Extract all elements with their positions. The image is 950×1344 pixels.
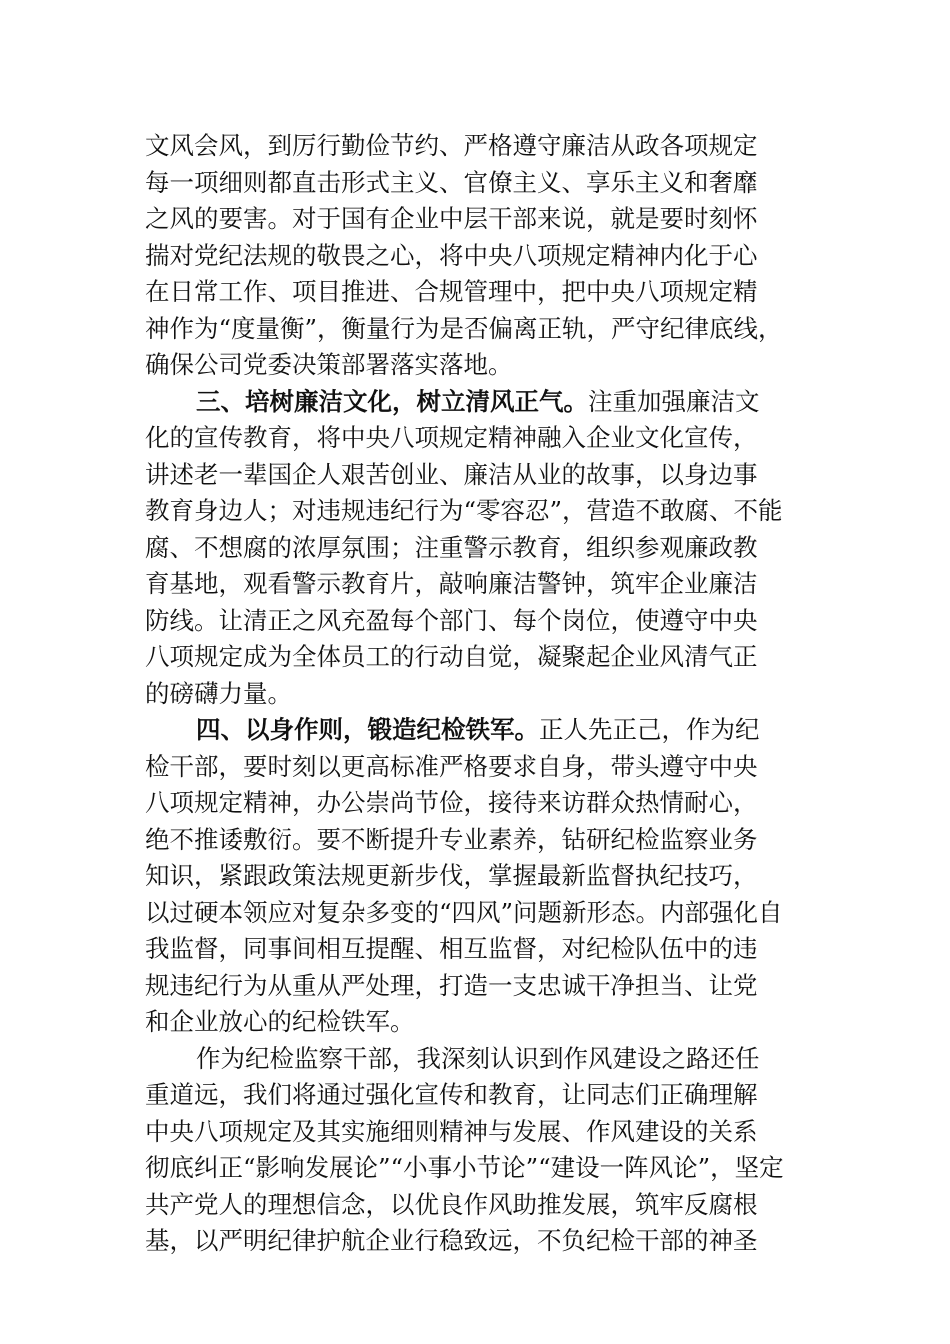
- text-line: 神作为“度量衡”，衡量行为是否偏离正轨，严守纪律底线，: [145, 313, 783, 343]
- text-line: 八项规定精神，办公崇尚节俭，接待来访群众热情耐心，: [145, 788, 758, 817]
- text-line: 我监督，同事间相互提醒、相互监督，对纪检队伍中的违: [145, 934, 758, 963]
- text-line: 之风的要害。对于国有企业中层干部来说，就是要时刻怀: [145, 204, 758, 233]
- text-line: 文风会风，到厉行勤俭节约、严格遵守廉洁从政各项规定: [145, 131, 758, 160]
- text-line: 中央八项规定及其实施细则精神与发展、作风建设的关系: [145, 1116, 758, 1146]
- section-3-first-line: [145, 384, 807, 421]
- text-line: 基，以严明纪律护航企业行稳致远，不负纪检干部的神圣: [145, 1226, 758, 1255]
- text-line: 检干部，要时刻以更高标准严格要求自身，带头遵守中央: [145, 751, 758, 781]
- text-line: 化的宣传教育，将中央八项规定精神融入企业文化宣传，: [145, 423, 758, 452]
- text-line: 揣对党纪法规的敬畏之心，将中央八项规定精神内化于心: [145, 240, 758, 270]
- text-line: 腐、不想腐的浓厚氛围；注重警示教育，组织参观廉政教: [145, 532, 758, 562]
- closing-first-line: 作为纪检监察干部，我深刻认识到作风建设之路还任: [196, 1043, 760, 1073]
- text-line: 育基地，观看警示教育片，敲响廉洁警钟，筑牢企业廉洁: [145, 569, 758, 598]
- text-line: 讲述老一辈国企人艰苦创业、廉洁从业的故事，以身边事: [145, 459, 758, 489]
- section-4-first-line: [145, 712, 807, 749]
- text-line: 彻底纠正“影响发展论”“小事小节论”“建设一阵风论”，坚定: [145, 1153, 784, 1182]
- text-line: 以过硬本领应对复杂多变的“四风”问题新形态。内部强化自: [145, 897, 783, 927]
- section-4-heading: 四、以身作则，锻造纪检铁军。: [196, 715, 539, 744]
- section-3-first-text: 注重加强廉洁文: [588, 386, 760, 416]
- text-line: 和企业放心的纪检铁军。: [145, 1007, 415, 1036]
- text-line: 在日常工作、项目推进、合规管理中，把中央八项规定精: [145, 277, 758, 306]
- text-line: 每一项细则都直击形式主义、官僚主义、享乐主义和奢靡: [145, 167, 758, 197]
- text-line: 教育身边人；对违规违纪行为“零容忍”，营造不敢腐、不能: [145, 496, 783, 525]
- text-line: 的磅礴力量。: [145, 678, 292, 708]
- document-body: [145, 128, 807, 1260]
- text-line: 八项规定成为全体员工的行动自觉，凝聚起企业风清气正: [145, 642, 758, 671]
- section-3-heading: 三、培树廉洁文化，树立清风正气。: [196, 386, 588, 416]
- text-line: 规违纪行为从重从严处理，打造一支忠诚干净担当、让党: [145, 970, 758, 1000]
- text-line: 重道远，我们将通过强化宣传和教育，让同志们正确理解: [145, 1080, 758, 1109]
- text-line: 绝不推诿敷衍。要不断提升专业素养，钻研纪检监察业务: [145, 824, 758, 854]
- text-line: 防线。让清正之风充盈每个部门、每个岗位，使遵守中央: [145, 605, 758, 635]
- text-line: 共产党人的理想信念，以优良作风助推发展，筑牢反腐根: [145, 1189, 758, 1219]
- text-line: 确保公司党委决策部署落实落地。: [145, 350, 513, 379]
- text-line: 知识，紧跟政策法规更新步伐，掌握最新监督执纪技巧，: [145, 861, 758, 890]
- section-4-first-text: 正人先正己，作为纪: [539, 715, 760, 744]
